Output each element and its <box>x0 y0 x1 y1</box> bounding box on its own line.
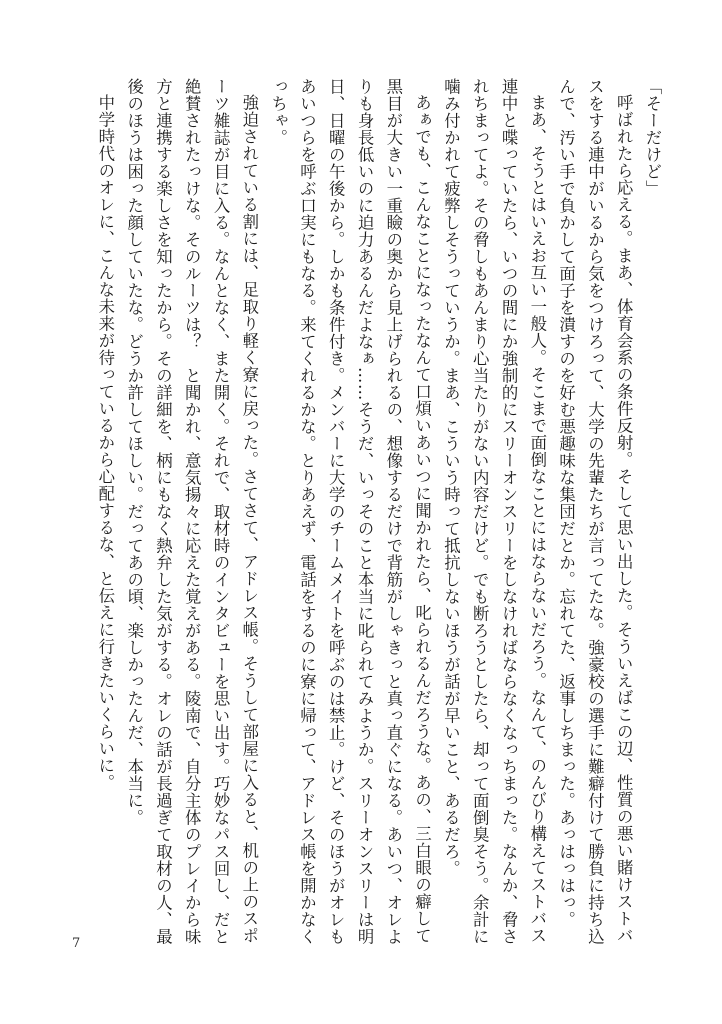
paragraph-forced-game: まあ、そうとはいえお互い一般人。そこまで面倒なことにはならないだろう。なんて、のんびり構えてストバス連中と喋っていたら、いつの間にか強制的にスリーオンスリーをしなければならなくなっちまった。なんか、脅されちまってよ。その脅しもあんまり心当たりがない内容だけど。でも断ろうとしたら、却って面倒臭そう。余計に噛み付かれて疲弊しそうっていうか。まあ、こういう時って抵抗しないほうが話が早いこと、あるだろ。 <box>441 78 547 945</box>
page-number: 7 <box>72 936 81 951</box>
paragraph-scolded-friend: あぁでも、こんなことになったなんて口煩いあいつに聞かれたら、叱られるんだろうな。あの、三白眼の癖して黒目が大きい一重瞼の奥から見上げられるの、想像するだけで背筋がしゃきっと真っ直ぐになる。あいつ、オレよりも身長低いのに迫力あるんだよなぁ……そうだ、いっそのこと本当に叱られてみようか。スリーオンスリーは明日、日曜の午後から。しかも条件付き。メンバーに大学のチームメイトを呼ぶのは禁止。けど、そのほうがオレもあいつらを呼ぶ口実にもなる。来てくれるかな。とりあえず、電話をするのに寮に帰って、アドレス帳を開かなくっちゃ。 <box>268 78 432 945</box>
paragraph-dialogue-opening: 「そーだけど」 <box>643 78 662 197</box>
vertical-text-body <box>72 78 666 948</box>
paragraph-dorm-magazine: 強迫されている割には、足取り軽く寮に戻った。さてさて、アドレス帳。そうして部屋に入ると、机の上のスポーツ雑誌が目に入る。なんとなく、また開く。それで、取材時のインタビューを思い出す。巧妙なパス回し、だと絶賛されたっけな。そのルーツは？ と聞かれ、意気揚々に応えた覚えがある。陵南で、自分主体のプレイから味方と連携する楽しさを知ったから。その詳細を、柄にもなく熱弁した気がする。オレの話が長過ぎて取材の人、最後のほうは困った顔していたな。どうか許してほしい。だってあの頃、楽しかったんだ、本当に。 <box>124 78 259 945</box>
paragraph-reflex-memory: 呼ばれたら応える。まあ、体育会系の条件反射。そして思い出した。そういえばこの辺、性質の悪い賭けストバスをする連中がいるから気をつけろって、大学の先輩たちが言ってたな。強豪校の選手に難癖付けて勝負に持ち込んで、汚い手で負かして面子を潰すのを好む悪趣味な集団だとか。忘れてた、返事しちまった。あっはっはっ。 <box>556 78 634 945</box>
paragraph-closing-line: 中学時代のオレに、こんな未来が待っているから心配するな、と伝えに行きたいくらいに。 <box>95 94 115 792</box>
